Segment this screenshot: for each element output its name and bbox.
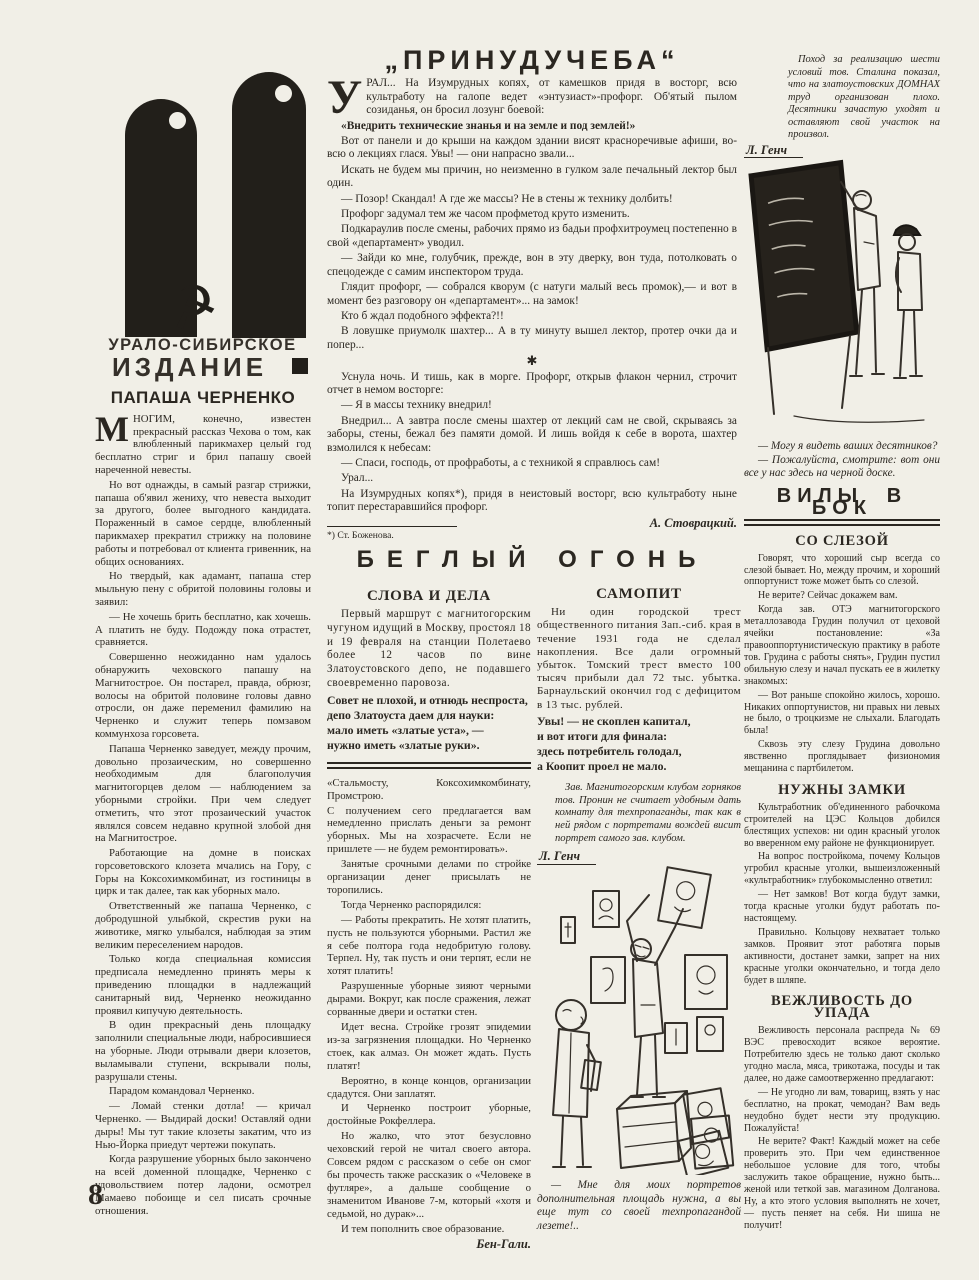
caption-line: — Пожалуйста, смотрите: вот они все у нас здесь на черной доске.	[744, 453, 940, 480]
paragraph: С получением сего предлагается вам немедленно прислать деньги за ремонт уборных. Мы на хозрасчете. Если не пришлете — не будем ремонтировать».	[327, 804, 531, 856]
verse-line: здесь потребитель голодал,	[537, 743, 682, 758]
observer-man	[553, 1000, 601, 1167]
verse-line: нужно иметь «златые руки».	[327, 737, 480, 752]
paragraph: И тем пополнить свое образование.	[341, 1222, 505, 1235]
paragraph: — Зайди ко мне, голубчик, прежде, вон в эту дверку, вон туда, потолковать о спецодежде с самим инспектором труда.	[327, 252, 737, 278]
paragraph: Правильно. Кольцову нехватает только замков. Проявит этот работяга порыв активности, достанет замки, запрет на них красные уголки окончательно, и тогда дело будет в шляпе.	[744, 926, 940, 986]
paragraph: Культработник об'единенного рабочкома строителей на ЦЭС Кольцов добился блестящих успехов: ни один красный уголок во вверенном ему районе не функционирует.	[744, 801, 940, 849]
paragraph: Когда разрушение уборных было закончено на всей доменной площадке, Черненко с удовольствием потер ладони, осмотрел Мамаево побоище и сел писать срочные отношения.	[95, 1153, 311, 1217]
paragraph: Но вот однажды, в самый разгар стрижки, папаша об'явил жениху, что невеста выходит за другого, более выгодного кандидата. Пораженный в самое сердце, влюбленный парикмахер прекратил стрижку на половине работы и потребовал от клиента гривенник, на общих основаниях.	[95, 478, 311, 568]
edition-mark-square	[292, 358, 308, 374]
page-number: 8	[88, 1178, 103, 1211]
paragraph: — Я в массы технику внедрил!	[341, 399, 492, 412]
verse-line: депо Златоуста даем для науки:	[327, 707, 495, 722]
section-title: СО СЛЕЗОЙ	[795, 532, 889, 549]
paragraph: Но твердый, как адамант, папаша стер мыльную пену с обритой половины головы и заявил:	[95, 570, 311, 608]
artist-signature-row	[744, 142, 940, 159]
verse-line: и вот итоги для финала:	[537, 728, 668, 743]
section-so-slezoy	[744, 532, 940, 775]
paragraph: — Нет замков! Вот когда будут замки, тогда красные уголки будут работать по-настоящему.	[744, 889, 940, 924]
section-title: СЛОВА И ДЕЛА	[366, 588, 492, 604]
verse-line: Совет не плохой, и отнюдь неспроста,	[327, 692, 528, 707]
paragraph: — Спаси, господь, от профработы, а с техникой я справлюсь сам!	[341, 456, 660, 469]
man-on-crate	[627, 895, 683, 1097]
paragraph: Уснула ночь. И тишь, как в морге. Профорг, открыв флакон чернил, строчит отчет в немом восторге:	[327, 370, 737, 396]
paragraph: Подкараулив после смены, рабочих прямо из бадьи профхитроумец постепенно в свой «департамент» уводил.	[327, 223, 737, 249]
frame-in-hands	[658, 867, 711, 928]
leaning-frames	[678, 1088, 733, 1175]
paragraph: В ловушке приумолк шахтер... А в ту минуту вышел лектор, протер очки да и попер...	[327, 325, 737, 351]
author-signature: Бен-Гали.	[476, 1236, 531, 1251]
section-vezhlivost	[744, 993, 940, 1231]
article-papasha-chernenko	[95, 388, 311, 1219]
section-title: ВЕЖЛИВОСТЬ ДО УПАДА	[771, 993, 913, 1022]
cartoon-portrait-hanger	[537, 865, 737, 1175]
satirical-verse	[327, 693, 531, 753]
paragraph: Сквозь эту слезу Грудина довольно явственно проглядывает физиономия мещанина с партбилетом.	[744, 739, 940, 775]
paragraph: «Внедрить технические знанья и на земле и под землей!»	[341, 119, 636, 132]
double-rule	[744, 519, 940, 526]
paragraph: Не верите? Сейчас докажем вам.	[758, 590, 898, 602]
artist-signature-row	[537, 850, 741, 865]
paragraph: Занятые срочными делами по стройке организации денег присылать не торопились.	[327, 858, 531, 896]
paragraph: В один прекрасный день площадку заполнили специальные люди, набросившиеся на уборные. Люди отрывали двери клозетов, выламывали ступени, вскрывали полы, разрушали стены.	[95, 1019, 311, 1083]
paragraph: — Позор! Скандал! А где же массы? Не в стены ж технику долбить!	[341, 192, 673, 205]
column-slova-i-dela	[327, 590, 531, 1250]
edition-line-2: ИЗДАНИЕ	[112, 352, 268, 382]
verse-line: мало иметь «златые уста», —	[327, 722, 484, 737]
paragraph: Ответственный же папаша Черненко, с добродушной улыбкой, скрестив руки на животике, мягко улыбался, наблюдая за этим великим переселением народов.	[95, 900, 311, 951]
satirical-verse	[537, 714, 741, 774]
footnote: *) Ст. Боженова.	[327, 526, 457, 542]
paragraph: Вероятно, в конце концов, организации сдадутся. Они заплатят.	[327, 1074, 531, 1100]
cartoon-caption	[744, 440, 940, 481]
paragraph: Но жалко, что этот безусловно чеховский герой не читал своего автора. Совсем рядом с рассказом о себе он смог бы прочесть также рассказик о «Человеке в футляре», а дальше сообщение о знаменитом Иванове 7-м, который «хотя и седьмой, но дурак»...	[327, 1130, 531, 1220]
section-nuzhny-zamki	[744, 781, 940, 987]
right-column	[744, 54, 940, 1234]
author-signature: А. Стоврацкий.	[649, 515, 737, 530]
ground-line	[794, 416, 924, 422]
pylon-hole	[169, 112, 186, 129]
double-rule	[327, 762, 531, 769]
caption-line: — Могу я видеть ваших десятников?	[758, 440, 938, 453]
verse-line: Увы! — не скоплен капитал,	[537, 713, 691, 728]
column-samopit	[537, 588, 741, 1233]
lead-title: „ПРИНУДУЧЕБА“	[384, 45, 680, 75]
paragraph: Вот от панели и до крыши на каждом здании висят красноречивые афиши, во-всю о лекциях глася. Увы! — они напрасно звали...	[327, 135, 737, 161]
paragraph: Когда зав. ОТЭ магнитогорского металлозавода Грудин получил от цеховой ячейки постановление: «За правооппортунистическую практику в работе тов. Грудина с работы снять», Грудин пустил обильную слезу и начал пускать ее в жилетку знакомых:	[744, 604, 940, 687]
paragraph: На Изумрудных копях*), придя в неистовый восторг, всю культработу ныне топит перестаравшийся профорг.	[327, 487, 737, 514]
paragraph: — Не хочешь брить бесплатно, как хочешь. А платить не буду. Подожду пока отрастет, сравняется.	[95, 610, 311, 649]
man-watching	[894, 226, 922, 379]
hammer-sickle-icon: ☭	[160, 269, 226, 346]
paragraph: Тогда Черненко распорядился:	[341, 898, 482, 911]
blackboard	[751, 163, 857, 350]
news-note: Первый маршрут с магнитогорским чугуном идущий в Москву, простоял 18 и 19 февраля на станции Полетаево более 12 часов по вине Златоустовского депо, не подавшего своевременно паровоза.	[327, 607, 531, 689]
paragraph: Профорг задумал тем же часом профметод круто изменить.	[341, 208, 630, 221]
paragraph: Работающие на домне в поисках горсоветовского клозета мчались на Гору, с Горы на Коксохимкомбинат, из гостиницы в цирк и так далее, так как уборных мало.	[95, 847, 311, 898]
article-prinuducheba	[327, 45, 737, 542]
edition-line-1: УРАЛО-СИБИРСКОЕ	[108, 336, 297, 354]
star-separator: ✱	[526, 353, 538, 369]
crate	[617, 1091, 691, 1168]
section-title: САМОПИТ	[596, 586, 682, 602]
cartoon-kicker: Поход за реализацию шести условий тов. Сталина показал, что на златоустовских ДОМНАХ труд организован плохо. Десятники зачастую уходят и оставляют свой участок на произвол.	[788, 54, 940, 140]
vily-v-bok-title: ВИЛЫ В БОК	[776, 484, 908, 519]
cartoon-kicker: Зав. Магнитогорским клубом горняков тов. Пронин не считает удобным дать комнату для техпропаганды, так как в ней рядом с портретами вождей висит портрет самого зав. клубом.	[555, 781, 741, 845]
paragraph: Идет весна. Стройке грозят эпидемии из-за загрязнения площадки. Но Черненко стоек, как алмаз. Он может ждать. Пусть платят!	[327, 1021, 531, 1072]
article-title: ПАПАША ЧЕРНЕНКО	[110, 388, 296, 407]
paragraph: Не верите? Факт! Каждый может на себе проверить это. При чем единственное небольшое условие для того, чтобы заслужить такое обращение, нужно быть... женой или теткой зав. магазином Долганова. Ну, а кто этого условия выполнять не хочет, — пусть пеняет на себя. Ни шиша не получит!	[744, 1136, 940, 1231]
paragraph: — Работы прекратить. Не хотят платить, пусть не пользуются уборными. Растил же я себе полтора года недобритую голову. Терпел. Ну, так пусть и они терпят, если не хотят платить!	[327, 913, 531, 978]
dropcap: М	[95, 408, 129, 449]
paragraph: Говорят, что хороший сыр всегда со слезой бывает. Но, между прочим, и хороший оппортунист тоже может быть со слезой.	[744, 552, 940, 588]
paragraph: — Не угодно ли вам, товарищ, взять у нас бесплатно, на прокат, чемодан? Вам ведь неудобно будет нести эту продукцию. Пожалуйста!	[744, 1086, 940, 1134]
paragraph: — Ломай стенки дотла! — кричал Черненко. — Выдирай доски! Оставляй одни дыры! Мы тут такие клозеты закатим, что из Нью-Йорка приедут чертежи покупать.	[95, 1100, 311, 1151]
cartoon-caption: — Мне для моих портретов дополнительная площадь нужна, а вы еще тут со своей техпропагандой лезете!..	[537, 1179, 741, 1232]
paragraph: Парадом командовал Черненко.	[109, 1085, 255, 1098]
paragraph: УРАЛ... На Изумрудных копях, от камешков придя в восторг, всю культработу на галопе ведет «энтузиаст»-профорг. Об'ятый пылом созиданья, он бросил лозунг боевой:	[327, 71, 737, 125]
artist-signature: Л. Генч	[744, 145, 803, 159]
paragraph: Глядит профорг, — собрался кворум (с натуги малый весь промок),— и вот в момент без разговору он «департамент»... на замок!	[327, 281, 737, 307]
paragraph: И Черненко построит уборные, достойные Рокфеллера.	[327, 1102, 531, 1128]
paragraph: Разрушенные уборные зияют черными дырами. Вокруг, как после сражения, лежат сорванные двери и остатки стен.	[327, 980, 531, 1019]
dropcap: У	[327, 71, 363, 125]
paragraph: Только когда специальная комиссия предписала немедленно принять меры к приведению площадки в надлежащий санитарный вид, Черненко неожиданно проявил кипучую деятельность.	[95, 953, 311, 1017]
news-note: Ни один городской трест общественного питания Зап.-сиб. края в течение 1931 года не сделал накопления. Все дали огромный убыток. Томский трест вместо 100 тысяч прибыли дал 72 тыс. убытка. Барнаульский окончил год с дефицитом в 13 тыс. рублей.	[537, 606, 741, 711]
section-title: НУЖНЫ ЗАМКИ	[778, 781, 906, 798]
paragraph: Папаша Черненко заведует, между прочим, довольно прозаическим, но совершенно необходимым для благополучия магнитогорцев делом — наблюдением за уборными стройки. При чем следует отметить, что этот прозаический участок являлся совсем недавно крупной злобой дня на Магнитострое.	[95, 742, 311, 845]
paragraph: Искать не будем мы причин, но неизменно в гулком зале печальный лектор был один.	[327, 163, 737, 190]
paragraph: Кто б ждал подобного эффекта?!!	[341, 309, 504, 322]
masthead-pylon-right	[232, 72, 306, 338]
paragraph: «Стальмосту, Коксохимкомбинату, Промстрою.	[327, 776, 531, 802]
paragraph: МНОГИМ, конечно, известен прекрасный рассказ Чехова о том, как влюбленный парикмахер целый год бесплатно стриг и брил папашу своей нареченной невесты.	[95, 408, 311, 476]
paragraph: Совершенно неожиданно нам удалось обнаружить чеховского папашу на Магнитострое. Он постарел, правда, обрюзг, волосы на обритой половине головы давно отросли, он даже переменил фамилию на Черненко и служит теперь помзавом коммунхоза горсовета.	[95, 651, 311, 740]
artist-signature: Л. Генч	[537, 850, 596, 865]
cartoon-blackboard	[744, 158, 940, 440]
verse-line: а Коопит проел не мало.	[537, 758, 667, 773]
pylon-hole	[275, 85, 292, 102]
paragraph: На вопрос постройкома, почему Кольцов угробил красные уголки, вышеизложенный «культработник» глубокомысленно ответил:	[744, 851, 940, 887]
wall-frames	[561, 891, 727, 1053]
paragraph: Внедрил... А завтра после смены шахтер от лекций сам не свой, скрываясь за заборы, стены, бежал без памяти домой. И лишь войдя к себе в ворота, шахтер взмолился к небесам:	[327, 414, 737, 454]
section-banner: БЕГЛЫЙ ОГОНЬ	[356, 546, 709, 573]
paragraph: Вежливость персонала распреда № 69 ВЭС превосходит всякое вероятие. Потребителю здесь не только дают сколько угодно масла, мяса, трикотажа, посуды и так далее, но даже самоотверженно предлагают:	[744, 1025, 940, 1084]
paragraph: — Вот раньше спокойно жилось, хорошо. Никаких оппортунистов, ни правых ни левых не было, о троцкизме не слыхали. Благодать была!	[744, 689, 940, 737]
paragraph: Урал...	[341, 472, 374, 485]
